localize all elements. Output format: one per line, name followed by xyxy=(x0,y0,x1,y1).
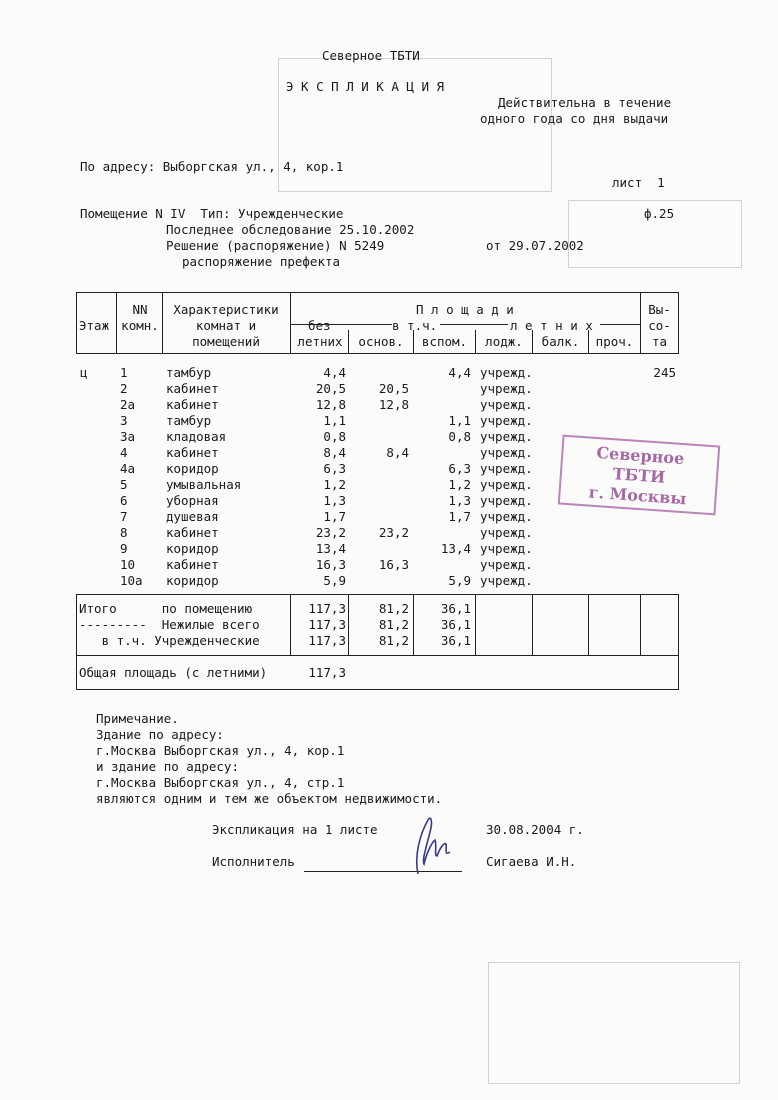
row-room-number: 3 xyxy=(120,413,128,428)
col-header-incl: в т.ч. xyxy=(392,318,438,333)
totals-area-total: 117,3 xyxy=(308,617,346,632)
row-room-name: умывальная xyxy=(166,477,242,492)
row-room-name: душевая xyxy=(166,509,219,524)
stamp-line-2: ТБТИ xyxy=(612,464,666,487)
row-room-number: 6 xyxy=(120,493,128,508)
row-area-main: 20,5 xyxy=(378,381,409,396)
col-header-aux: вспом. xyxy=(421,334,468,349)
col-header-summer: л е т н и х xyxy=(510,318,593,333)
col-header-room-no: NN xyxy=(132,302,148,317)
note-line: г.Москва Выборгская ул., 4, стр.1 xyxy=(96,775,345,790)
sheet-count: Экспликация на 1 листе xyxy=(212,822,378,837)
row-room-number: 4 xyxy=(120,445,128,460)
totals-label: --------- Нежилые всего xyxy=(79,617,260,632)
row-area-aux: 6,3 xyxy=(448,461,471,476)
row-area-aux: 1,1 xyxy=(448,413,471,428)
totals-left-border xyxy=(76,594,77,690)
row-usage-type: учрежд. xyxy=(480,525,533,540)
row-area-aux: 0,8 xyxy=(448,429,471,444)
table-top-border xyxy=(76,292,679,293)
row-usage-type: учрежд. xyxy=(480,381,533,396)
note-line: и здание по адресу: xyxy=(96,759,239,774)
row-usage-type: учрежд. xyxy=(480,557,533,572)
row-room-name: кабинет xyxy=(166,525,219,540)
row-room-name: коридор xyxy=(166,573,219,588)
row-floor: ц xyxy=(80,365,88,380)
col-header-room-no-2: комн. xyxy=(121,318,159,333)
row-room-name: тамбур xyxy=(166,365,212,380)
row-room-name: кабинет xyxy=(166,381,219,396)
row-usage-type: учрежд. xyxy=(480,413,533,428)
totals-area-aux: 36,1 xyxy=(440,617,471,632)
col-header-without-summer-2: летних xyxy=(297,334,343,349)
executor-name: Сигаева И.Н. xyxy=(486,854,577,869)
col-header-areas: П л о щ а д и xyxy=(416,302,514,317)
totals-col-divider xyxy=(475,594,476,656)
row-area-total: 1,3 xyxy=(323,493,346,508)
row-area-main: 12,8 xyxy=(378,397,409,412)
decision-by: распоряжение префекта xyxy=(182,254,341,269)
row-usage-type: учрежд. xyxy=(480,429,533,444)
organization-stamp xyxy=(558,435,720,516)
row-usage-type: учрежд. xyxy=(480,509,533,524)
row-area-aux: 13,4 xyxy=(440,541,471,556)
header-group-line xyxy=(600,324,640,325)
table-bottom-border xyxy=(76,689,679,690)
row-area-total: 13,4 xyxy=(315,541,346,556)
row-usage-type: учрежд. xyxy=(480,445,533,460)
row-area-aux: 4,4 xyxy=(448,365,471,380)
row-area-total: 23,2 xyxy=(315,525,346,540)
row-area-main: 23,2 xyxy=(378,525,409,540)
col-header-characteristics: Характеристики xyxy=(173,302,279,317)
row-room-name: кабинет xyxy=(166,397,219,412)
totals-area-aux: 36,1 xyxy=(440,601,471,616)
row-area-aux: 1,3 xyxy=(448,493,471,508)
row-area-aux: 5,9 xyxy=(448,573,471,588)
row-area-aux: 1,2 xyxy=(448,477,471,492)
row-usage-type: учрежд. xyxy=(480,461,533,476)
row-area-total: 1,7 xyxy=(323,509,346,524)
row-usage-type: учрежд. xyxy=(480,477,533,492)
note-line: являются одним и тем же объектом недвижимости. xyxy=(96,791,443,806)
totals-area-main: 81,2 xyxy=(378,601,409,616)
col-header-height-2: со- xyxy=(648,318,671,333)
row-usage-type: учрежд. xyxy=(480,541,533,556)
row-usage-type: учрежд. xyxy=(480,365,533,380)
row-room-number: 10 xyxy=(120,557,136,572)
row-room-number: 4а xyxy=(120,461,136,476)
org-name: Северное ТБТИ xyxy=(322,48,420,63)
col-header-height: Вы- xyxy=(648,302,671,317)
row-area-total: 6,3 xyxy=(323,461,346,476)
totals-right-border xyxy=(678,594,679,690)
totals-col-divider xyxy=(532,594,533,656)
col-header-other: проч. xyxy=(595,334,634,349)
stamp-line-1: Северное xyxy=(595,443,685,469)
col-header-floor: Этаж xyxy=(79,318,110,333)
row-room-name: коридор xyxy=(166,541,219,556)
validity-line-1: Действительна в течение xyxy=(498,95,672,110)
totals-area-main: 81,2 xyxy=(378,617,409,632)
row-area-total: 1,1 xyxy=(323,413,346,428)
handwritten-signature xyxy=(404,812,454,878)
totals-area-aux: 36,1 xyxy=(440,633,471,648)
row-room-name: кабинет xyxy=(166,557,219,572)
row-usage-type: учрежд. xyxy=(480,397,533,412)
sheet-number: лист 1 xyxy=(612,175,665,190)
col-header-characteristics-3: помещений xyxy=(192,334,260,349)
col-header-loggia: лодж. xyxy=(485,334,523,349)
row-room-name: кладовая xyxy=(166,429,227,444)
table-left-border xyxy=(76,292,77,354)
bleed-through-table xyxy=(488,962,740,1084)
form-number: ф.25 xyxy=(644,206,675,221)
totals-col-divider xyxy=(640,594,641,656)
row-room-name: коридор xyxy=(166,461,219,476)
row-area-total: 20,5 xyxy=(315,381,346,396)
row-room-name: тамбур xyxy=(166,413,212,428)
header-group-line xyxy=(440,324,508,325)
row-room-number: 7 xyxy=(120,509,128,524)
table-right-border xyxy=(678,292,679,354)
premises-line: Помещение N IV Тип: Учрежденческие xyxy=(80,206,344,221)
note-line: Здание по адресу: xyxy=(96,727,224,742)
totals-col-divider xyxy=(588,594,589,656)
issue-date: 30.08.2004 г. xyxy=(486,822,584,837)
col-header-characteristics-2: комнат и xyxy=(195,318,257,333)
overall-area-label: Общая площадь (с летними) xyxy=(79,665,268,680)
row-area-total: 4,4 xyxy=(323,365,346,380)
decision: Решение (распоряжение) N 5249 xyxy=(166,238,385,253)
col-header-main: основ. xyxy=(358,334,404,349)
row-room-name: кабинет xyxy=(166,445,219,460)
row-usage-type: учрежд. xyxy=(480,573,533,588)
address: По адресу: Выборгская ул., 4, кор.1 xyxy=(80,159,344,174)
totals-label: в т.ч. Учрежденческие xyxy=(79,633,260,648)
totals-area-total: 117,3 xyxy=(308,601,346,616)
totals-area-main: 81,2 xyxy=(378,633,409,648)
col-header-balcony: балк. xyxy=(541,334,580,349)
row-room-number: 2 xyxy=(120,381,128,396)
row-room-number: 3а xyxy=(120,429,136,444)
row-area-total: 0,8 xyxy=(323,429,346,444)
row-room-number: 5 xyxy=(120,477,128,492)
row-area-total: 16,3 xyxy=(315,557,346,572)
decision-date: от 29.07.2002 xyxy=(486,238,584,253)
validity-line-2: одного года со дня выдачи xyxy=(480,111,669,126)
totals-label: Итого по помещению xyxy=(79,601,253,616)
row-area-total: 8,4 xyxy=(323,445,346,460)
note-heading: Примечание. xyxy=(96,711,179,726)
row-area-main: 16,3 xyxy=(378,557,409,572)
row-area-total: 5,9 xyxy=(323,573,346,588)
col-header-without-summer: без xyxy=(308,318,331,333)
document-title: Э К С П Л И К А Ц И Я xyxy=(286,79,445,94)
header-group-line xyxy=(348,324,392,325)
executor-label: Исполнитель xyxy=(212,854,295,869)
row-room-number: 9 xyxy=(120,541,128,556)
row-usage-type: учрежд. xyxy=(480,493,533,508)
row-area-aux: 1,7 xyxy=(448,509,471,524)
row-room-number: 8 xyxy=(120,525,128,540)
stamp-line-3: г. Москвы xyxy=(588,482,688,509)
row-room-number: 2а xyxy=(120,397,136,412)
col-header-height-3: та xyxy=(651,334,668,349)
row-area-main: 8,4 xyxy=(386,445,409,460)
row-area-total: 12,8 xyxy=(315,397,346,412)
note-line: г.Москва Выборгская ул., 4, кор.1 xyxy=(96,743,345,758)
overall-area-value: 117,3 xyxy=(308,665,346,680)
row-area-total: 1,2 xyxy=(323,477,346,492)
totals-area-total: 117,3 xyxy=(308,633,346,648)
row-room-number: 1 xyxy=(120,365,128,380)
row-height: 245 xyxy=(653,365,676,380)
last-survey: Последнее обследование 25.10.2002 xyxy=(166,222,415,237)
row-room-number: 10а xyxy=(120,573,143,588)
row-room-name: уборная xyxy=(166,493,219,508)
